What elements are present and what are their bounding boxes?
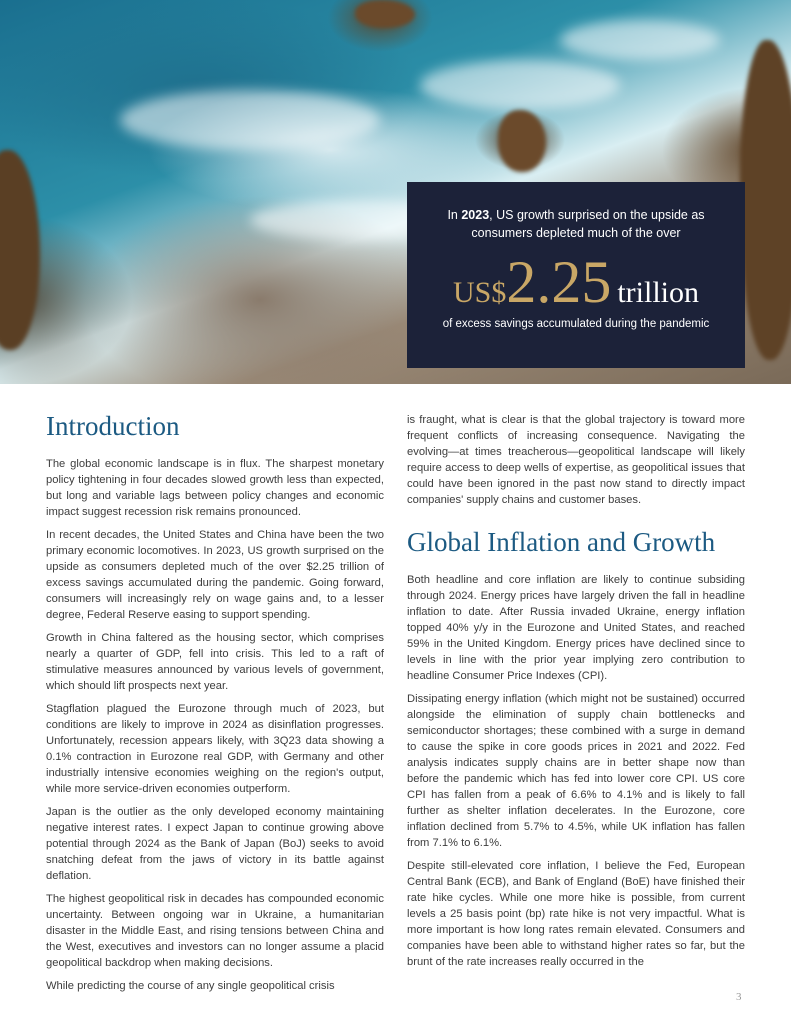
page-number: 3 <box>736 991 742 1003</box>
paragraph: Dissipating energy inflation (which might not be sustained) occurred alongside the elimination of supply chain bottlenecks and semiconductor shortages; these combined with a surge in demand to cause the spike in core goods prices in 2021 and 2022. Fed analysis indicates supply chains are in better shape now than before the pandemic which has fed into lower core CPI. US core CPI has fallen from a peak of 6.6% to 4.1% and is likely to fall further as shelter inflation decelerates. In the Eurozone, core inflation declined from 5.7% to 4.5%, while UK inflation has fallen from 7.1% to 6.1%. <box>407 693 745 849</box>
paragraph: The highest geopolitical risk in decades has compounded economic uncertainty. Between ongoing war in Ukraine, a humanitarian disaster in the Middle East, and rising tensions between China and the West, executives and investors can no longer assume a placid geopolitical backdrop when making decisions. <box>46 893 384 969</box>
global-inflation-heading: Global Inflation and Growth <box>407 527 716 557</box>
paragraph: Both headline and core inflation are likely to continue subsiding through 2024. Energy prices have largely driven the fall in headline inflation to date. After Russia invaded Ukraine, energy inflation topped 40% y/y in the Eurozone and United States, and reached 59% in the United Kingdom. Energy prices have declined since to levels in line with the prior year implying zero contribution to headline Consumer Price Indexes (CPI). <box>407 574 745 682</box>
paragraph: Stagflation plagued the Eurozone through much of 2023, but conditions are likely to improve in 2024 as disinflation progresses. Unfortunately, recession appears likely, with 3Q23 data showing a 0.1% contraction in Eurozone real GDP, with Germany and other industrially intensive economies weighing on the region's output, while more service-driven economies outperform. <box>46 703 384 795</box>
paragraph: Despite still-elevated core inflation, I believe the Fed, European Central Bank (ECB), and Bank of England (BoE) have finished their rate hike cycles. While one more hike is possible, from current levels a 25 basis point (bp) rate hike is not very impactful. What is more important is how long rates remain elevated. Consumers and companies have been able to withstand higher rates so far, but the brunt of the rate increases really occurred in the <box>407 860 745 968</box>
stat-callout <box>407 182 745 368</box>
paragraph: While predicting the course of any single geopolitical crisis <box>46 980 335 992</box>
hero-ocean-image <box>0 0 791 384</box>
callout-currency: US$ <box>452 276 507 309</box>
callout-tail: of excess savings accumulated during the pandemic <box>442 318 710 330</box>
paragraph: Growth in China faltered as the housing sector, which comprises nearly a quarter of GDP, fell into crisis. This led to a raft of stimulative measures announced by various levels of government, which should lift prospects next year. <box>46 632 384 692</box>
paragraph: Japan is the outlier as the only developed economy maintaining negative interest rates. I expect Japan to continue growing above potential through 2024 as the Bank of Japan (BoJ) seeks to avoid snatching defeat from the jaws of victory in its battle against deflation. <box>46 806 384 882</box>
callout-lead: In 2023, US growth surprised on the upside as consumers depleted much of the over <box>447 208 705 240</box>
introduction-heading: Introduction <box>46 411 180 441</box>
callout-unit: trillion <box>617 276 700 309</box>
left-column <box>46 404 384 1001</box>
callout-amount: 2.25 <box>506 249 612 315</box>
paragraph: In recent decades, the United States and China have been the two primary economic locomotives. In 2023, US growth surprised on the upside as consumers depleted much of the over $2.25 trillion of excess savings accumulated during the pandemic. Going forward, consumers will increasingly rely on wage gains and, to a lesser degree, Federal Reserve easing to support spending. <box>46 529 384 621</box>
callout-figure <box>407 246 745 318</box>
paragraph: The global economic landscape is in flux. The sharpest monetary policy tightening in four decades slowed growth less than expected, but long and variable lags between policy changes and economic impact suggest recession risk remains pronounced. <box>46 458 384 518</box>
paragraph-continuation: is fraught, what is clear is that the global trajectory is toward more frequent conflicts of increasing consequence. Navigating the evolving—at times treacherous—geopolitical landscape will likely require access to deep wells of expertise, as geopolitical issues that could have been ignored in the past now stand to directly impact companies' supply chains and customer bases. <box>407 414 745 506</box>
right-column <box>407 412 745 977</box>
